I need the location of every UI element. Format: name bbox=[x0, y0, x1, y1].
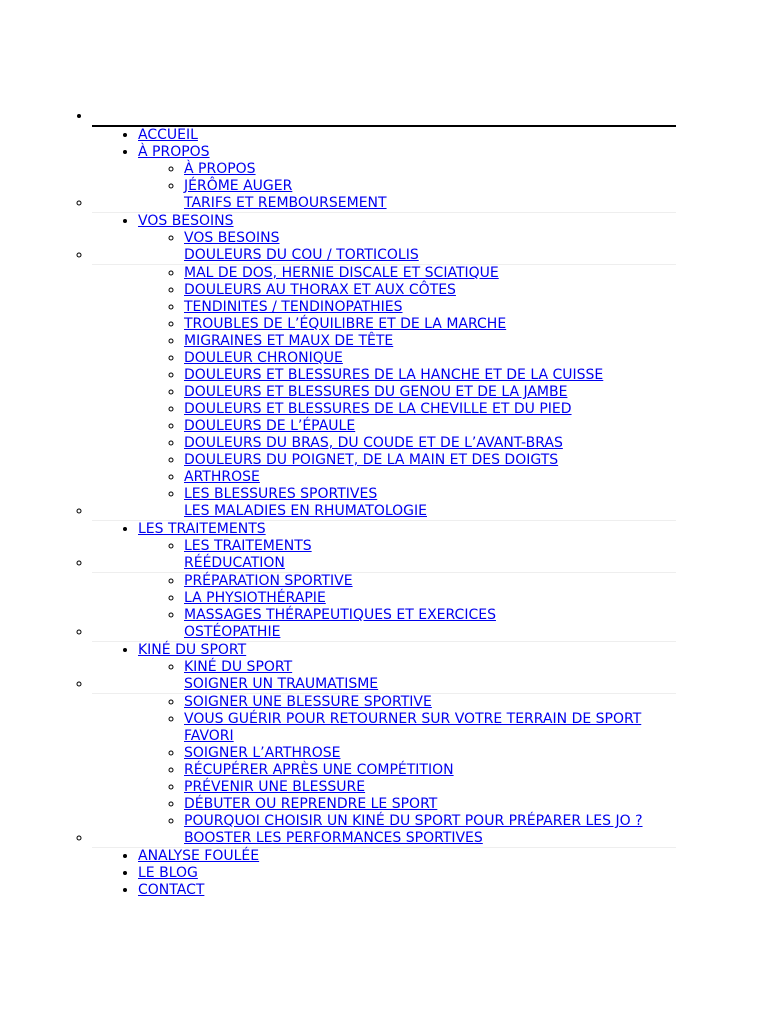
submenu-item bbox=[92, 195, 676, 213]
submenu-item bbox=[184, 469, 676, 486]
les-traitements-link[interactable]: LES TRAITEMENTS bbox=[138, 521, 266, 537]
migraines-link[interactable]: MIGRAINES ET MAUX DE TÊTE bbox=[184, 333, 394, 349]
epaule-link[interactable]: DOULEURS DE L’ÉPAULE bbox=[184, 418, 356, 434]
bras-coude-link[interactable]: DOULEURS DU BRAS, DU COUDE ET DE L’AVANT-BRAS bbox=[184, 435, 563, 451]
menu-item-analyse-foulee bbox=[138, 848, 676, 865]
menu-item-les-traitements bbox=[138, 521, 676, 642]
menu-item-contact bbox=[138, 882, 676, 899]
submenu-item bbox=[184, 333, 676, 350]
preparation-sportive-link[interactable]: PRÉPARATION SPORTIVE bbox=[184, 573, 353, 589]
recuperer-competition-link[interactable]: RÉCUPÉRER APRÈS UNE COMPÉTITION bbox=[184, 762, 454, 778]
submenu-item bbox=[184, 762, 676, 779]
submenu-item bbox=[92, 676, 676, 694]
submenu-item bbox=[184, 316, 676, 333]
submenu-item bbox=[92, 830, 676, 848]
submenu-item bbox=[184, 230, 676, 247]
vos-besoins-sub-link[interactable]: VOS BESOINS bbox=[184, 230, 280, 246]
submenu-item bbox=[184, 384, 676, 401]
mal-de-dos-link[interactable]: MAL DE DOS, HERNIE DISCALE ET SCIATIQUE bbox=[184, 265, 499, 281]
submenu-item bbox=[184, 486, 676, 503]
cou-torticolis-link[interactable]: DOULEURS DU COU / TORTICOLIS bbox=[184, 247, 419, 263]
kine-du-sport-sub-link[interactable]: KINÉ DU SPORT bbox=[184, 659, 293, 675]
soigner-arthrose-link[interactable]: SOIGNER L’ARTHROSE bbox=[184, 745, 341, 761]
submenu-item bbox=[184, 694, 676, 711]
menu-item-kine-du-sport bbox=[138, 642, 676, 848]
equilibre-marche-link[interactable]: TROUBLES DE L’ÉQUILIBRE ET DE LA MARCHE bbox=[184, 316, 507, 332]
submenu-item bbox=[184, 282, 676, 299]
kine-du-sport-link[interactable]: KINÉ DU SPORT bbox=[138, 642, 247, 658]
massages-link[interactable]: MASSAGES THÉRAPEUTIQUES ET EXERCICES bbox=[184, 607, 496, 623]
submenu-item bbox=[184, 452, 676, 469]
hanche-cuisse-link[interactable]: DOULEURS ET BLESSURES DE LA HANCHE ET DE LA CUISSE bbox=[184, 367, 604, 383]
menu-item-vos-besoins bbox=[138, 213, 676, 521]
submenu-item bbox=[184, 350, 676, 367]
submenu-item bbox=[184, 573, 676, 590]
analyse-foulee-link[interactable]: ANALYSE FOULÉE bbox=[138, 848, 260, 864]
prevenir-blessure-link[interactable]: PRÉVENIR UNE BLESSURE bbox=[184, 779, 366, 795]
jerome-auger-link[interactable]: JÉRÔME AUGER bbox=[184, 178, 293, 194]
poignet-main-link[interactable]: DOULEURS DU POIGNET, DE LA MAIN ET DES DOIGTS bbox=[184, 452, 559, 468]
submenu-item bbox=[184, 161, 676, 178]
submenu-item bbox=[92, 247, 676, 265]
submenu-item bbox=[184, 418, 676, 435]
menu-spacer-item bbox=[92, 108, 676, 127]
submenu-item bbox=[184, 779, 676, 796]
rhumatologie-link[interactable]: LES MALADIES EN RHUMATOLOGIE bbox=[184, 503, 427, 519]
thorax-cotes-link[interactable]: DOULEURS AU THORAX ET AUX CÔTES bbox=[184, 282, 456, 298]
submenu-item bbox=[184, 813, 664, 830]
douleur-chronique-link[interactable]: DOULEUR CHRONIQUE bbox=[184, 350, 343, 366]
main-navigation bbox=[92, 108, 676, 899]
tarifs-link[interactable]: TARIFS ET REMBOURSEMENT bbox=[184, 195, 387, 211]
menu-item-accueil bbox=[138, 127, 676, 144]
blessures-sportives-link[interactable]: LES BLESSURES SPORTIVES bbox=[184, 486, 378, 502]
submenu-item bbox=[184, 265, 676, 282]
blessure-sportive-link[interactable]: SOIGNER UNE BLESSURE SPORTIVE bbox=[184, 694, 432, 710]
submenu-item bbox=[92, 624, 676, 642]
arthrose-link[interactable]: ARTHROSE bbox=[184, 469, 260, 485]
submenu-item bbox=[184, 607, 676, 624]
submenu-item bbox=[184, 435, 676, 452]
submenu-item bbox=[184, 711, 664, 745]
les-traitements-sub-link[interactable]: LES TRAITEMENTS bbox=[184, 538, 312, 554]
genou-jambe-link[interactable]: DOULEURS ET BLESSURES DU GENOU ET DE LA JAMBE bbox=[184, 384, 568, 400]
main-menu bbox=[92, 108, 676, 899]
les-traitements-submenu bbox=[138, 538, 676, 642]
submenu-item bbox=[184, 745, 676, 762]
submenu-item bbox=[184, 796, 676, 813]
submenu-item bbox=[184, 178, 676, 195]
submenu-item bbox=[184, 538, 676, 555]
pourquoi-jo-link[interactable]: POURQUOI CHOISIR UN KINÉ DU SPORT POUR PRÉPARER LES JO ? bbox=[184, 813, 643, 829]
a-propos-submenu bbox=[138, 161, 676, 213]
submenu-item bbox=[184, 659, 676, 676]
a-propos-sub-link[interactable]: À PROPOS bbox=[184, 161, 256, 177]
traumatisme-link[interactable]: SOIGNER UN TRAUMATISME bbox=[184, 676, 379, 692]
vos-besoins-link[interactable]: VOS BESOINS bbox=[138, 213, 234, 229]
cheville-pied-link[interactable]: DOULEURS ET BLESSURES DE LA CHEVILLE ET DU PIED bbox=[184, 401, 572, 417]
submenu-item bbox=[184, 401, 676, 418]
a-propos-link[interactable]: À PROPOS bbox=[138, 144, 210, 160]
le-blog-link[interactable]: LE BLOG bbox=[138, 865, 198, 881]
physiotherapie-link[interactable]: LA PHYSIOTHÉRAPIE bbox=[184, 590, 326, 606]
menu-item-le-blog bbox=[138, 865, 676, 882]
accueil-link[interactable]: ACCUEIL bbox=[138, 127, 198, 143]
contact-link[interactable]: CONTACT bbox=[138, 882, 205, 898]
tendinites-link[interactable]: TENDINITES / TENDINOPATHIES bbox=[184, 299, 403, 315]
submenu-item bbox=[184, 367, 676, 384]
submenu-item bbox=[92, 555, 676, 573]
submenu-item bbox=[184, 590, 676, 607]
booster-performances-link[interactable]: BOOSTER LES PERFORMANCES SPORTIVES bbox=[184, 830, 483, 846]
submenu-item bbox=[92, 503, 676, 521]
retourner-terrain-link[interactable]: VOUS GUÉRIR POUR RETOURNER SUR VOTRE TERRAIN DE SPORT FAVORI bbox=[184, 711, 642, 744]
menu-item-a-propos bbox=[138, 144, 676, 213]
reeducation-link[interactable]: RÉÉDUCATION bbox=[184, 555, 285, 571]
osteopathie-link[interactable]: OSTÉOPATHIE bbox=[184, 624, 281, 640]
submenu-item bbox=[184, 299, 676, 316]
debuter-sport-link[interactable]: DÉBUTER OU REPRENDRE LE SPORT bbox=[184, 796, 438, 812]
kine-du-sport-submenu bbox=[138, 659, 676, 848]
vos-besoins-submenu bbox=[138, 230, 676, 521]
